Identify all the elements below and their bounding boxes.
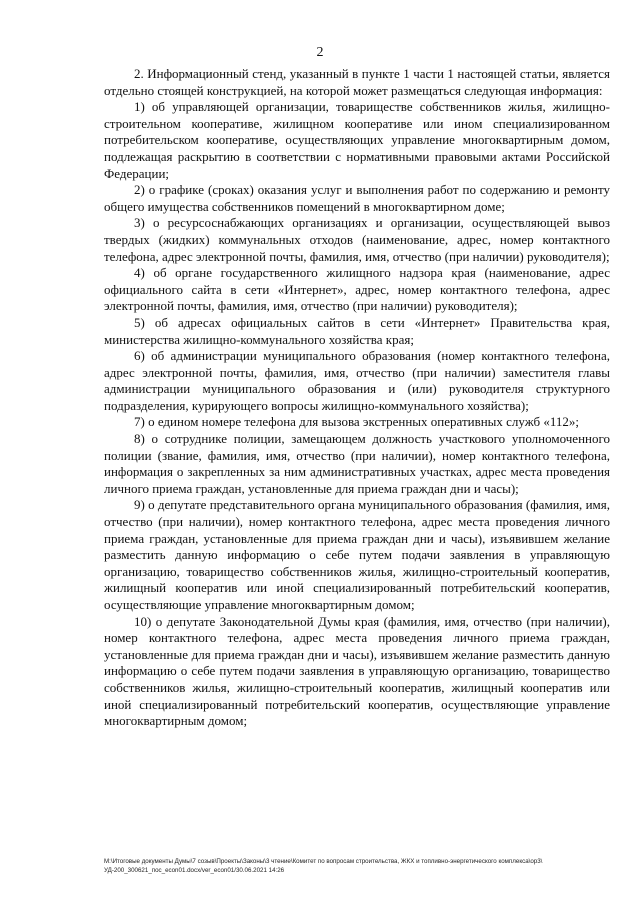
list-item-6: 6) об администрации муниципального образования (номер контактного телефона, адрес электронной почты, фамилия, имя, отчество (при наличии) заместителя главы администрации муниципального образования и (или) руководителя структурного подразделения, курирующего вопросы жилищно-коммунального хозяйства); [104, 348, 610, 413]
file-path-footer [104, 857, 624, 875]
list-item-8: 8) о сотруднике полиции, замещающем должность участкового уполномоченного полиции (звание, фамилия, имя, отчество (при наличии), номер контактного телефона, информация о закрепленных за ним административных участках, адрес места проведения личного приема граждан, установленные для приема граждан дни и часы); [104, 431, 610, 496]
list-item-7: 7) о едином номере телефона для вызова экстренных оперативных служб «112»; [134, 414, 580, 430]
list-item-3: 3) о ресурсоснабжающих организациях и организации, осуществляющей вывоз твердых (жидких) коммунальных отходов (наименование, адрес, номер контактного телефона, адрес электронной почты, фамилия, имя, отчество (при наличии) руководителя); [104, 215, 610, 264]
list-item-10: 10) о депутате Законодательной Думы края (фамилия, имя, отчество (при наличии), номер контактного телефона, адрес места проведения личного приема граждан, установленные для приема граждан дни и часы), изъявившем желание разместить данную информацию о себе путем подачи заявления в управляющую организацию, товарищество собственников жилья, жилищно-строительный кооператив, жилищный кооператив или иной специализированный потребительский кооператив, осуществляющие управление многоквартирным домом; [104, 613, 610, 729]
paragraph-intro: 2. Информационный стенд, указанный в пункте 1 части 1 настоящей статьи, является отдельно стоящей конструкцией, на которой может размещаться следующая информация: [104, 66, 610, 98]
list-item-5: 5) об адресах официальных сайтов в сети «Интернет» Правительства края, министерства жилищно-коммунального хозяйства края; [104, 314, 610, 347]
list-item-4: 4) об органе государственного жилищного надзора края (наименование, адрес официального сайта в сети «Интернет», адрес, номер контактного телефона, адрес электронной почты, фамилия, имя, отчество (при наличии) руководителя); [104, 265, 610, 314]
footer-version-line: УД-200_300621_пос_econ01.docx/ver_econ01/30.06.2021 14:26 [104, 867, 285, 874]
list-item-1: 1) об управляющей организации, товариществе собственников жилья, жилищно-строительном кооперативе, жилищном кооперативе или ином специализированном потребительском кооперативе, осуществляющих управление многоквартирным домом, подлежащая раскрытию в соответствии с нормативными правовыми актами Российской Федерации; [104, 99, 610, 181]
footer-path-line: M:\Итоговые документы Думы\7 созыв\Проекты\Законы\3 чтение\Комитет по вопросам строительства, ЖКХ и топливно-энергетического комплекса\ор3\ [104, 858, 543, 865]
list-item-9: 9) о депутате представительного органа муниципального образования (фамилия, имя, отчество (при наличии), номер контактного телефона, адрес места проведения личного приема граждан, установленные для приема граждан дни и часы), изъявившем желание разместить данную информацию о себе путем подачи заявления в управляющую организацию, товарищество собственников жилья, жилищно-строительный кооператив, жилищный кооператив или иной специализированный потребительский кооператив, осуществляющие управление многоквартирным домом; [104, 497, 610, 612]
page-number: 2 [316, 45, 324, 60]
document-body [104, 66, 610, 730]
list-item-2: 2) о графике (сроках) оказания услуг и выполнения работ по содержанию и ремонту общего имущества собственников помещений в многоквартирном доме; [104, 182, 610, 214]
